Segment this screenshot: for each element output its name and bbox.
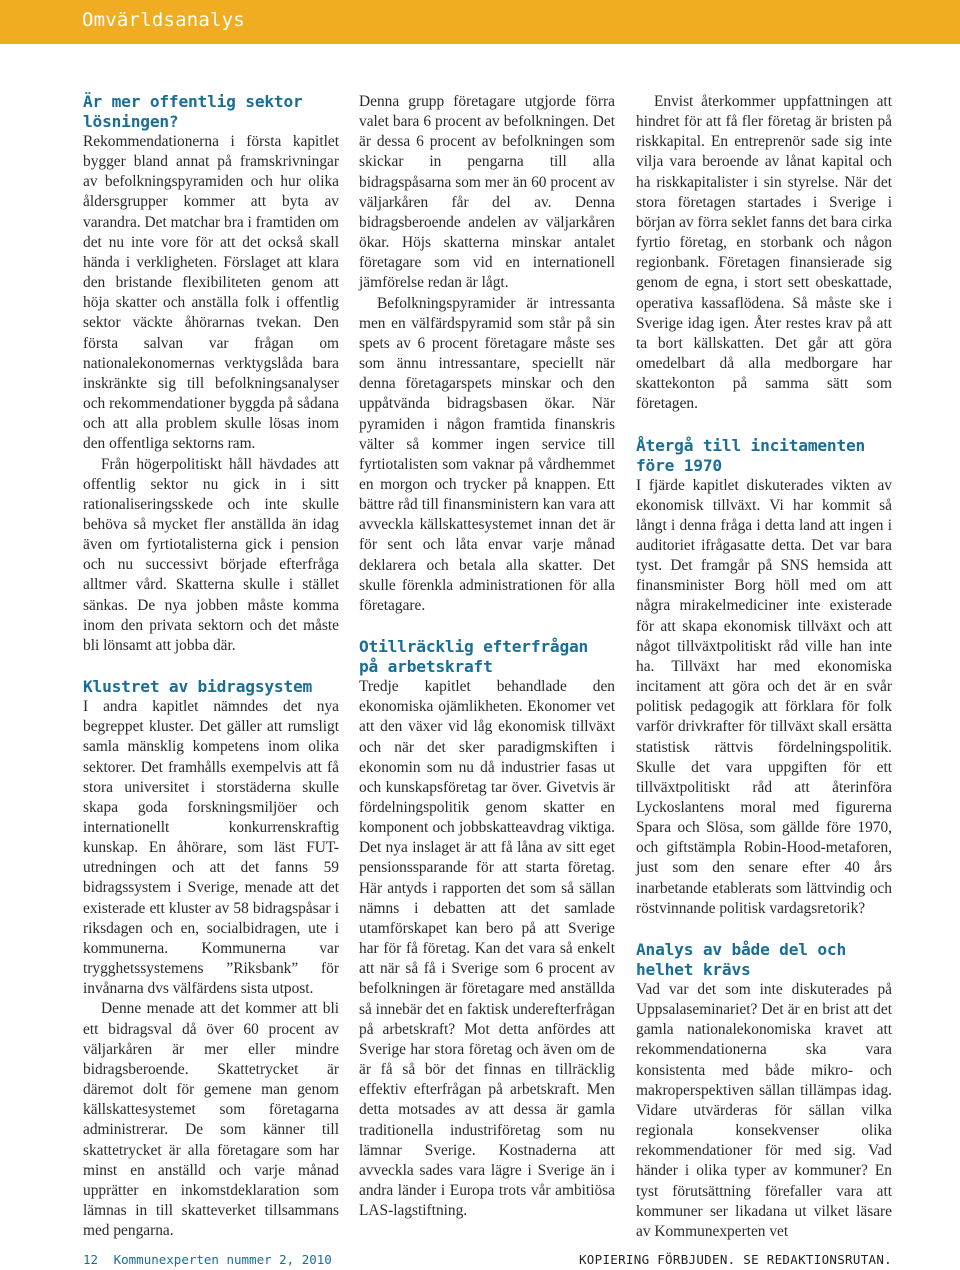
copyright-notice: KOPIERING FÖRBJUDEN. SE REDAKTIONSRUTAN. [578,1252,892,1267]
article-column-3 [636,92,892,1242]
paragraph: I fjärde kapitlet diskuterades vikten av ekonomisk tillväxt. Vi har kommit så långt i denna fråga i detta land att ingen i auditoriet ifrågasatte detta. Det var bara tyst. Det framgår på SNS hemsida att finansminister Borg höll med om att några mirakelmediciner inte existerade för att skapa ekonomisk tillväxt och att något tillväxtpolitiskt råd ville han inte ha. Tillväxt har med ekonomiska incitament att göra och det är en svår politisk pedagogik att förklara för folk varför drivkrafter för tillväxt skall ersätta statistisk rättvis fördelningspolitik. Skulle det vara uppgiften för ett tillväxtpolitiskt råd att återinföra Lyckoslantens moral med figurerna Spara och Slösa, som gällde före 1970, och giftstämpla Robin-Hood-metaforen, just som den senare efter 40 års inarbetande etablerats som lättvindig och röstvinnande politisk vardagsretorik? [636,476,892,917]
paragraph: Från högerpolitiskt håll hävdades att offentlig sektor nu gick in i sitt rationaliseringsskede och inte skulle behöva så mycket fler anställda än idag även om fyrtiotalisterna gick i pension och nu successivt började efterfråga alltmer vård. Skatterna skulle i stället sänkas. De nya jobben måste komma inom den privata sektorn och det måste bli lönsamt att jobba där. [83,455,339,654]
section-title: Omvärldsanalys [82,9,245,31]
paragraph: Denna grupp företagare utgjorde förra valet bara 6 procent av befolkningen. Det är dessa 6 procent av befolkningen som skickar in pengarna till alla bidragspåsarna som mer än 60 procent av väljarkåren får del av. Denna bidragsberoende andelen av väljarkåren ökar. Höjs skatterna minskar antalet företagare som vid en internationell jämförelse redan är lågt. [359,93,615,292]
subheading-analys: Analys av både del och helhet krävs [636,939,847,979]
paragraph: Tredje kapitlet behandlade den ekonomiska ojämlikheten. Ekonomer vet att den växer vid låg ekonomisk tillväxt och när det sker paradigmskiften i ekonomin som nu då industrier fasas ut och kunskapsföretag tar över. Givetvis är fördelningspolitik genom skatter en komponent och jobbskatteavdrag viktiga. Det nya inslaget är att få låna av sitt eget pensionssparande för att starta företag. Här antyds i rapporten det som så sällan nämns i debatten att det samlade utamförskapet kan bero på att Sverige har för få företag. Kan det vara så enkelt att när så få i Sverige som 6 procent av befolkningen är företagare med anställda så innebär det en faktisk underefterfrågan på arbetskraft? Mot detta anfördes att Sverige har stora företag och även om de är få så bör det finnas en tillräcklig effektiv efterfrågan på arbetskraft. Men detta motsades av att dessa är gamla traditionella industriföretag som nu lämnar Sverige. Kostnaderna att avveckla sades vara lägre i Sverige än i andra länder i Europa trots vår ambitiösa LAS-lagstiftning. [359,678,615,1220]
article-column-2 [359,92,615,1221]
paragraph: Vad var det som inte diskuterades på Uppsalaseminariet? Det är en brist att det gamla nationalekonomiska kravet att rekommendationerna ska vara konsistenta med både mikro- och makroperspektiven sällan tillämpas idag. Vidare utvärderas för sällan vilka regionala konsekvenser olika rekommendationer för med sig. Vad händer i olika typer av kommuner? En tyst förutsättning förefaller vara att kommuner ser likadana ut vilket läsare av Kommunexperten vet [636,980,892,1240]
paragraph: I andra kapitlet nämndes det nya begreppet kluster. Det gäller att rumsligt samla mänsklig kompetens inom olika sektorer. Det framhålls exempelvis att få stora universitet i storstäderna skulle skapa goda forskningsmiljöer och internationellt konkurrenskraftig kunskap. En åhörare, som läst FUT-utredningen och att det fanns 59 bidragssystem i Sverige, menade att det existerade ett kluster av 58 bidragspåsar i riksdagen och en, socialbidragen, ute i kommunerna. Kommunerna var trygghetssystemens ”Riksbank” för invånarna dvs välfärdens sista utpost. [83,698,339,998]
paragraph: Befolkningspyramider är intressanta men en välfärdspyramid som står på sin spets av 6 procent företagare måste ses som ännu intressantare, speciellt när denna företagarspets minskar och den uppåtvända bidragsbasen ökar. När pyramiden i någon framtida finanskris välter så kommer ingen service till fyrtiotalisten som vaknar på vårdhemmet en morgon och trycker på knappen. Ett bättre råd till finansministern kan vara att avveckla källskattesystemet innan det är för sent och låta envar varje månad deklarera och betala alla skatter. Det skulle förenkla administrationen för alla företagare. [359,294,615,614]
subheading-efterfragan: Otillräcklig efterfrågan på arbetskraft [359,637,589,677]
page-number: 12 [83,1252,99,1267]
publication-name: Kommunexperten nummer 2, 2010 [113,1252,332,1267]
paragraph: Envist återkommer uppfattningen att hindret för att få fler företag är bristen på riskkapital. En entreprenör sade sig inte vilja vara beroende av lånat kapital och ha riskkapitalister i sin styrelse. När det stora företagen startades i Sverige i början av förra seklet fanns det bara cirka fyrtio företag, en storbank och någon regionbank. Företagen finansierade sig genom de egna, i stort sett obeskattade, operativa kassaflödena. Så måste ske i Sverige idag igen. Åter restes krav på att ta bort källskatten. Det går att göra omedelbart då alla medborgare har skattekonton på samma sätt som företagen. [636,93,892,413]
paragraph: Denne menade att det kommer att bli ett bidragsval då över 60 procent av väljarkåren är mer eller mindre bidragsberoende. Skattetrycket är däremot dolt för gemene man genom källskattesystemet som företagarna administrerar. De som känner till skattetrycket är alla företagare som har minst en anställd och varje månad upprätter en inkomstdeklaration som lämnas in till skatteverket tillsammans med pengarna. [83,1000,339,1240]
paragraph: Rekommendationerna i första kapitlet bygger bland annat på framskrivningar av befolkningspyramiden och hur olika åldersgrupper kommer att byta av varandra. Det matchar bra i framtiden om det nu inte vore för att det också skall hända i verkligheten. Förslaget att klara den bristande flexibiliteten genom att höja skatter och anställa folk i offentlig sektor väckte åhörarnas tvekan. Den första salvan var frågan om nationalekonomernas verktygslåda bara inskränkte sig till befolkningsanalyser och rekommendationer byggda på sådana och att alla problem skulle lösas inom den offentliga sektorns ram. [83,133,339,453]
subheading-incitamenten: Återgå till incitamenten före 1970 [636,435,866,475]
article-column-1 [83,92,339,1241]
footer-publication-info [83,1252,332,1267]
subheading-klustret: Klustret av bidragsystem [83,677,313,697]
subheading-offentlig-sektor: Är mer offentlig sektor lösningen? [83,92,303,131]
section-header-band [0,0,960,44]
